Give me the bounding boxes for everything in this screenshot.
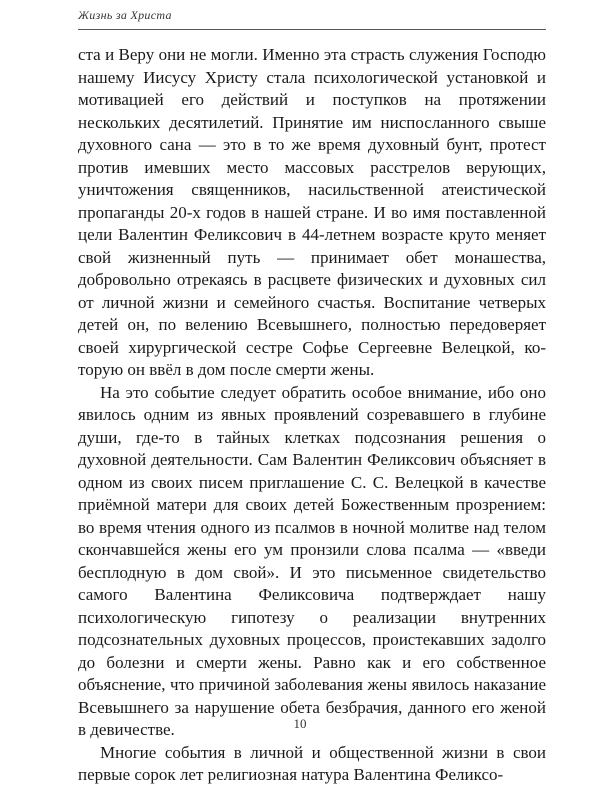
header-rule xyxy=(78,29,546,30)
page-number: 10 xyxy=(293,716,307,731)
body-text xyxy=(78,44,546,787)
running-header: Жизнь за Христа xyxy=(78,8,172,22)
paragraph-1: ста и Веру они не могли. Именно эта страсть служения Господю нашему Иисусу Христу стала психологической установкой и мотивацией его действий и поступков на протяжении нескольких десятилетий. Принятие им ниспосланного свыше духовного сана — это в то же время духовный бунт, протест против имевших место массовых расстрелов верующих, уничтожения священников, насильственной атеистической пропаганды 20-х годов в нашей стране. И во имя поставленной цели Валентин Феликсович в 44-летнем возрасте круто меняет свой жизненный путь — принимает обет монашества, добровольно отрекаясь в расцвете физических и духовных сил от личной жизни и семейного счастья. Воспитание четверых детей он, по велению Всевышнего, полностью передоверяет своей хирургической сестре Софье Сергеевне Велецкой, которую он ввёл в дом после смерти жены. xyxy=(78,45,546,379)
paragraph-2: На это событие следует обратить особое внимание, ибо оно явилось одним из явных проявлений созревавшего в глубине души, где-то в тайных клетках подсознания решения о духовной деятельности. Сам Валентин Феликсович объясняет в одном из своих писем приглашение С. С. Велецкой в качестве приёмной матери для своих детей Божественным прозрением: во время чтения одного из псалмов в ночной молитве над телом скончавшейся жены его ум пронзили слова псалма — «введи бесплодную в дом свой». И это письменное свидетельство самого Валентина Феликсовича подтверждает нашу психологическую гипотезу о реализации внутренних подсознательных духовных процессов, проистекавших задолго до болезни и смерти жены. Равно как и его собственное объяснение, что причиной заболевания жены явилось наказание Всевышнего за нарушение обета безбрачия, данного его женой в девичестве. xyxy=(78,382,546,739)
paragraph-3: Многие события в личной и общественной жизни в свои первые сорок лет религиозная натура Валентина Феликсо- xyxy=(78,742,546,784)
